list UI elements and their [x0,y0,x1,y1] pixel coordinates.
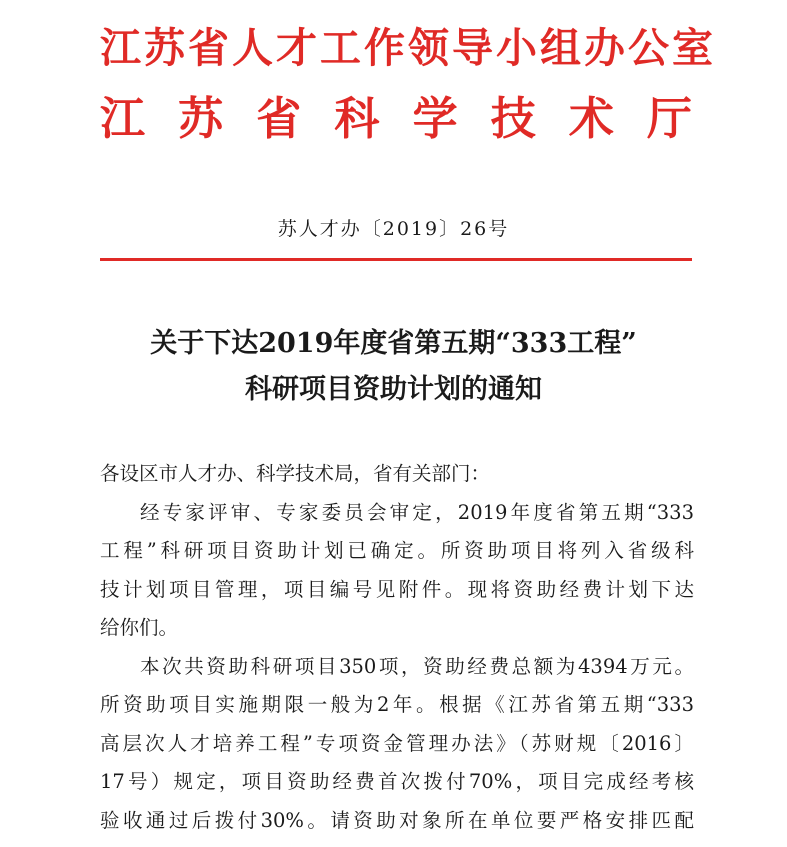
document-number: 苏人才办〔2019〕26号 [277,218,510,240]
body-line: 所资助项目实施期限一般为2年。根据《江苏省第五期“333 [100,693,694,716]
body-line: 17号）规定，项目资助经费首次拨付70%，项目完成经考核 [100,770,694,793]
document-title-line-2: 科研项目资助计划的通知 [245,374,542,405]
org-char: 省 [256,92,302,145]
body-line: 本次共资助科研项目350项，资助经费总额为4394万元。 [140,654,694,678]
org-char: 江 [100,92,146,145]
org-char: 厅 [646,92,692,145]
issuing-org-talent-office: 江苏省人才工作领导小组办公室 [100,24,716,72]
body-line: 技计划项目管理，项目编号见附件。现将资助经费计划下达 [100,577,694,601]
org-char: 学 [412,92,458,145]
org-char: 技 [490,92,536,145]
org-char: 苏 [178,92,224,145]
body-line: 经专家评审、专家委员会审定，2019年度省第五期“333 [140,500,694,524]
salutation-line: 各设区市人才办、科学技术局，省有关部门： [100,462,491,485]
document-title-line-1: 关于下达2019年度省第五期“333工程” [150,328,637,359]
org-char: 科 [334,92,380,145]
body-line: 给你们。 [100,616,179,639]
body-line: 验收通过后拨付30%。请资助对象所在单位要严格安排匹配 [100,808,694,832]
issuing-org-science-dept [100,92,692,145]
document-body [100,455,694,840]
red-divider-line [100,258,692,261]
body-line: 高层次人才培养工程”专项资金管理办法》（苏财规〔2016〕 [100,731,694,755]
body-line: 工程”科研项目资助计划已确定。所资助项目将列入省级科 [100,539,694,562]
org-char: 术 [568,92,614,145]
